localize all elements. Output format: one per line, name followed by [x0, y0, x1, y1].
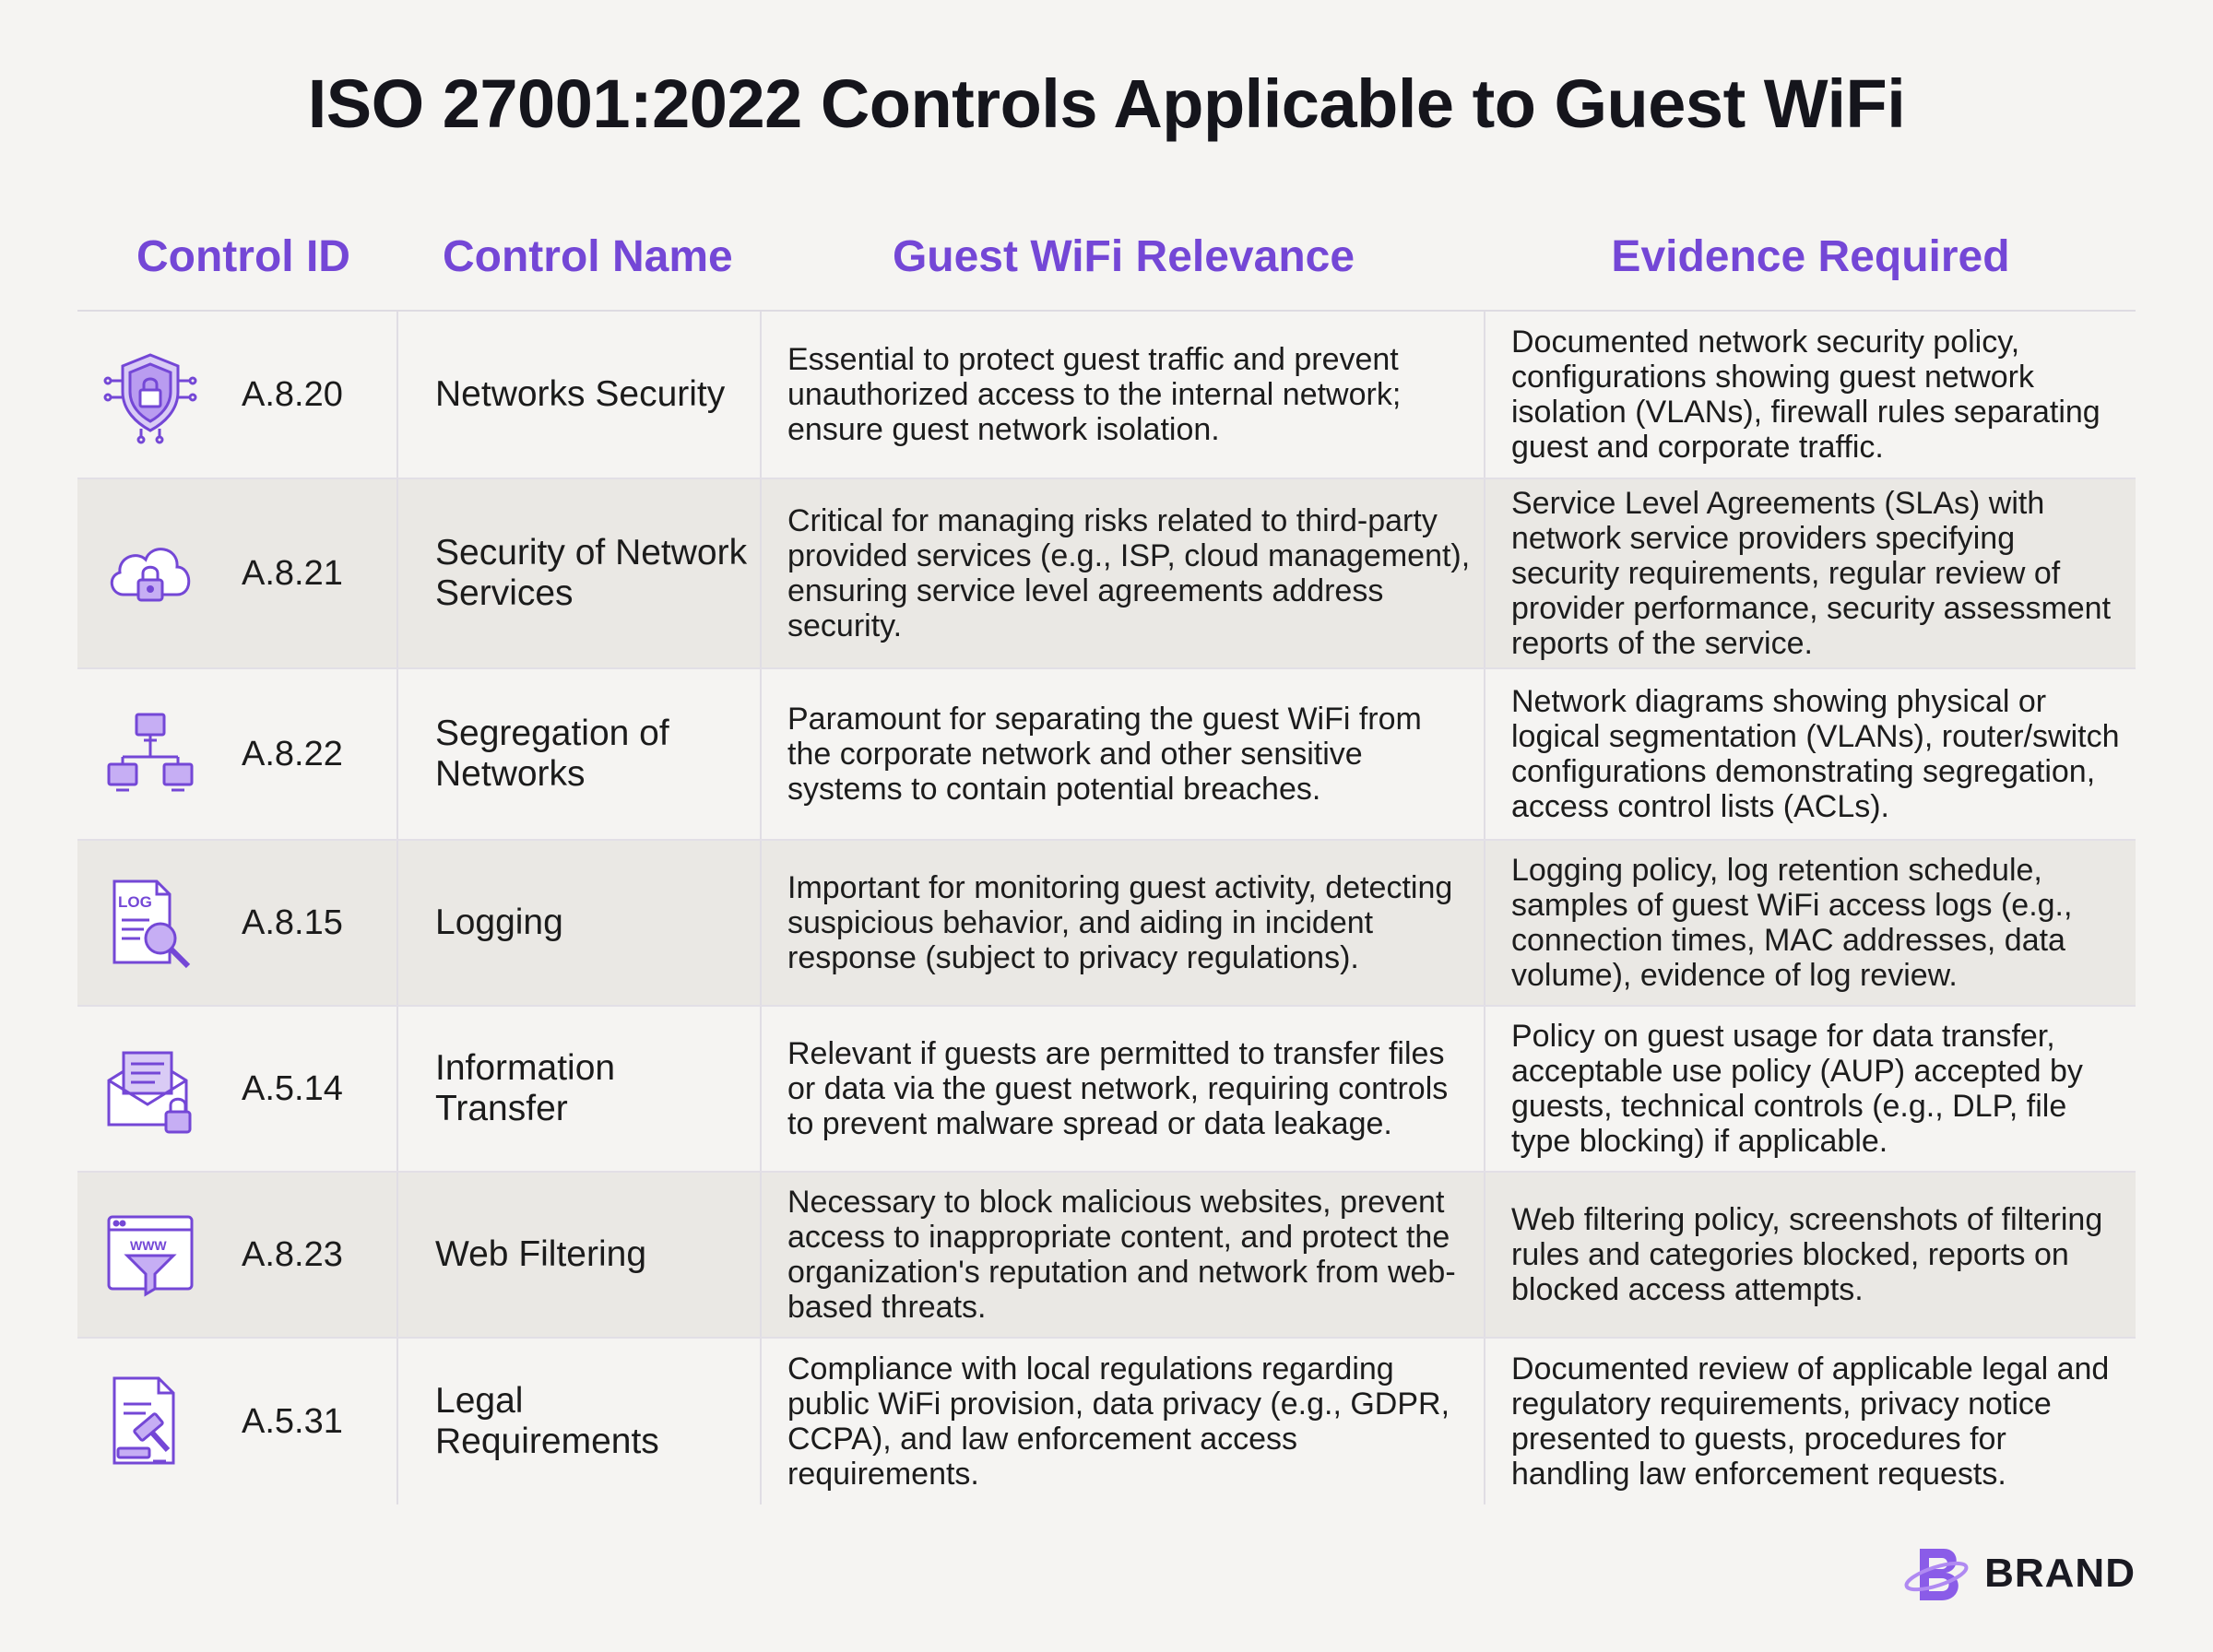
- control-id: A.8.23: [242, 1234, 343, 1274]
- svg-text:WWW: WWW: [130, 1238, 167, 1253]
- table-row: [77, 1173, 2136, 1339]
- table-row: [77, 1339, 2136, 1504]
- table-row: [77, 841, 2136, 1007]
- header-control-id: Control ID: [136, 231, 350, 281]
- web-filter-icon: [100, 1204, 201, 1305]
- controls-table: [77, 203, 2136, 1504]
- control-name: Logging: [435, 903, 563, 942]
- legal-document-gavel-icon: [100, 1371, 201, 1472]
- brand-logo: [1903, 1541, 2136, 1606]
- table-header: [77, 203, 2136, 312]
- table-row: [77, 1007, 2136, 1173]
- control-id: A.5.31: [242, 1401, 343, 1441]
- control-name: Information Transfer: [435, 1048, 616, 1128]
- control-id: A.5.14: [242, 1068, 343, 1108]
- evidence-text: Logging policy, log retention schedule, samples of guest WiFi access logs (e.g., connection times, MAC addresses, data volume), evidence of log review.: [1511, 853, 2073, 993]
- relevance-text: Relevant if guests are permitted to transfer files or data via the guest network, requiring controls to prevent malware spread or data leakage.: [787, 1036, 1449, 1141]
- table-row: [77, 479, 2136, 669]
- svg-text:LOG: LOG: [118, 893, 152, 911]
- evidence-text: Documented network security policy, configurations showing guest network isolation (VLANs), firewall rules separating guest and corporate traffic.: [1511, 324, 2101, 465]
- network-segments-icon: [100, 703, 201, 805]
- evidence-text: Policy on guest usage for data transfer, acceptable use policy (AUP) accepted by guests, technical controls (e.g., DLP, file type blocking) if applicable.: [1511, 1019, 2083, 1159]
- envelope-lock-icon: [100, 1038, 201, 1139]
- header-control-name: Control Name: [443, 231, 733, 281]
- header-relevance: Guest WiFi Relevance: [892, 231, 1355, 281]
- control-name: Segregation of Networks: [435, 714, 669, 794]
- header-evidence: Evidence Required: [1611, 231, 2010, 281]
- control-name: Security of Network Services: [435, 533, 748, 613]
- cloud-lock-icon: [100, 523, 201, 624]
- shield-lock-icon: [100, 344, 201, 445]
- evidence-text: Documented review of applicable legal and regulatory requirements, privacy notice presented to guests, procedures for handling law enforcement requests.: [1511, 1351, 2110, 1492]
- control-id: A.8.22: [242, 734, 343, 773]
- table-row: [77, 669, 2136, 841]
- brand-name: BRAND: [1984, 1551, 2136, 1596]
- control-name: Web Filtering: [435, 1234, 647, 1274]
- control-name: Networks Security: [435, 374, 726, 414]
- relevance-text: Paramount for separating the guest WiFi from the corporate network and other sensitive systems to contain potential breaches.: [787, 702, 1422, 807]
- relevance-text: Essential to protect guest traffic and prevent unauthorized access to the internal network; ensure guest network isolation.: [787, 342, 1402, 447]
- relevance-text: Compliance with local regulations regarding public WiFi provision, data privacy (e.g., GDPR, CCPA), and law enforcement access requirements.: [787, 1351, 1450, 1492]
- control-id: A.8.20: [242, 374, 343, 414]
- control-id: A.8.21: [242, 553, 343, 593]
- control-id: A.8.15: [242, 903, 343, 942]
- control-name: Legal Requirements: [435, 1381, 659, 1461]
- page-title: ISO 27001:2022 Controls Applicable to Guest WiFi: [307, 65, 1906, 142]
- table-row: [77, 312, 2136, 479]
- evidence-text: Service Level Agreements (SLAs) with network service providers specifying security requirements, regular review of provider performance, security assessment reports of the service.: [1511, 486, 2112, 661]
- evidence-text: Network diagrams showing physical or logical segmentation (VLANs), router/switch configurations demonstrating segregation, access control lists (ACLs).: [1511, 684, 2120, 824]
- relevance-text: Necessary to block malicious websites, prevent access to inappropriate content, and protect the organization's reputation and network from web-based threats.: [787, 1185, 1456, 1325]
- relevance-text: Critical for managing risks related to third-party provided services (e.g., ISP, cloud management), ensuring service level agreements address security.: [787, 503, 1471, 643]
- evidence-text: Web filtering policy, screenshots of filtering rules and categories blocked, reports on blocked access attempts.: [1511, 1202, 2103, 1307]
- relevance-text: Important for monitoring guest activity, detecting suspicious behavior, and aiding in incident response (subject to privacy regulations).: [787, 870, 1453, 975]
- log-search-icon: [100, 872, 201, 974]
- brand-logo-icon: [1903, 1541, 1975, 1606]
